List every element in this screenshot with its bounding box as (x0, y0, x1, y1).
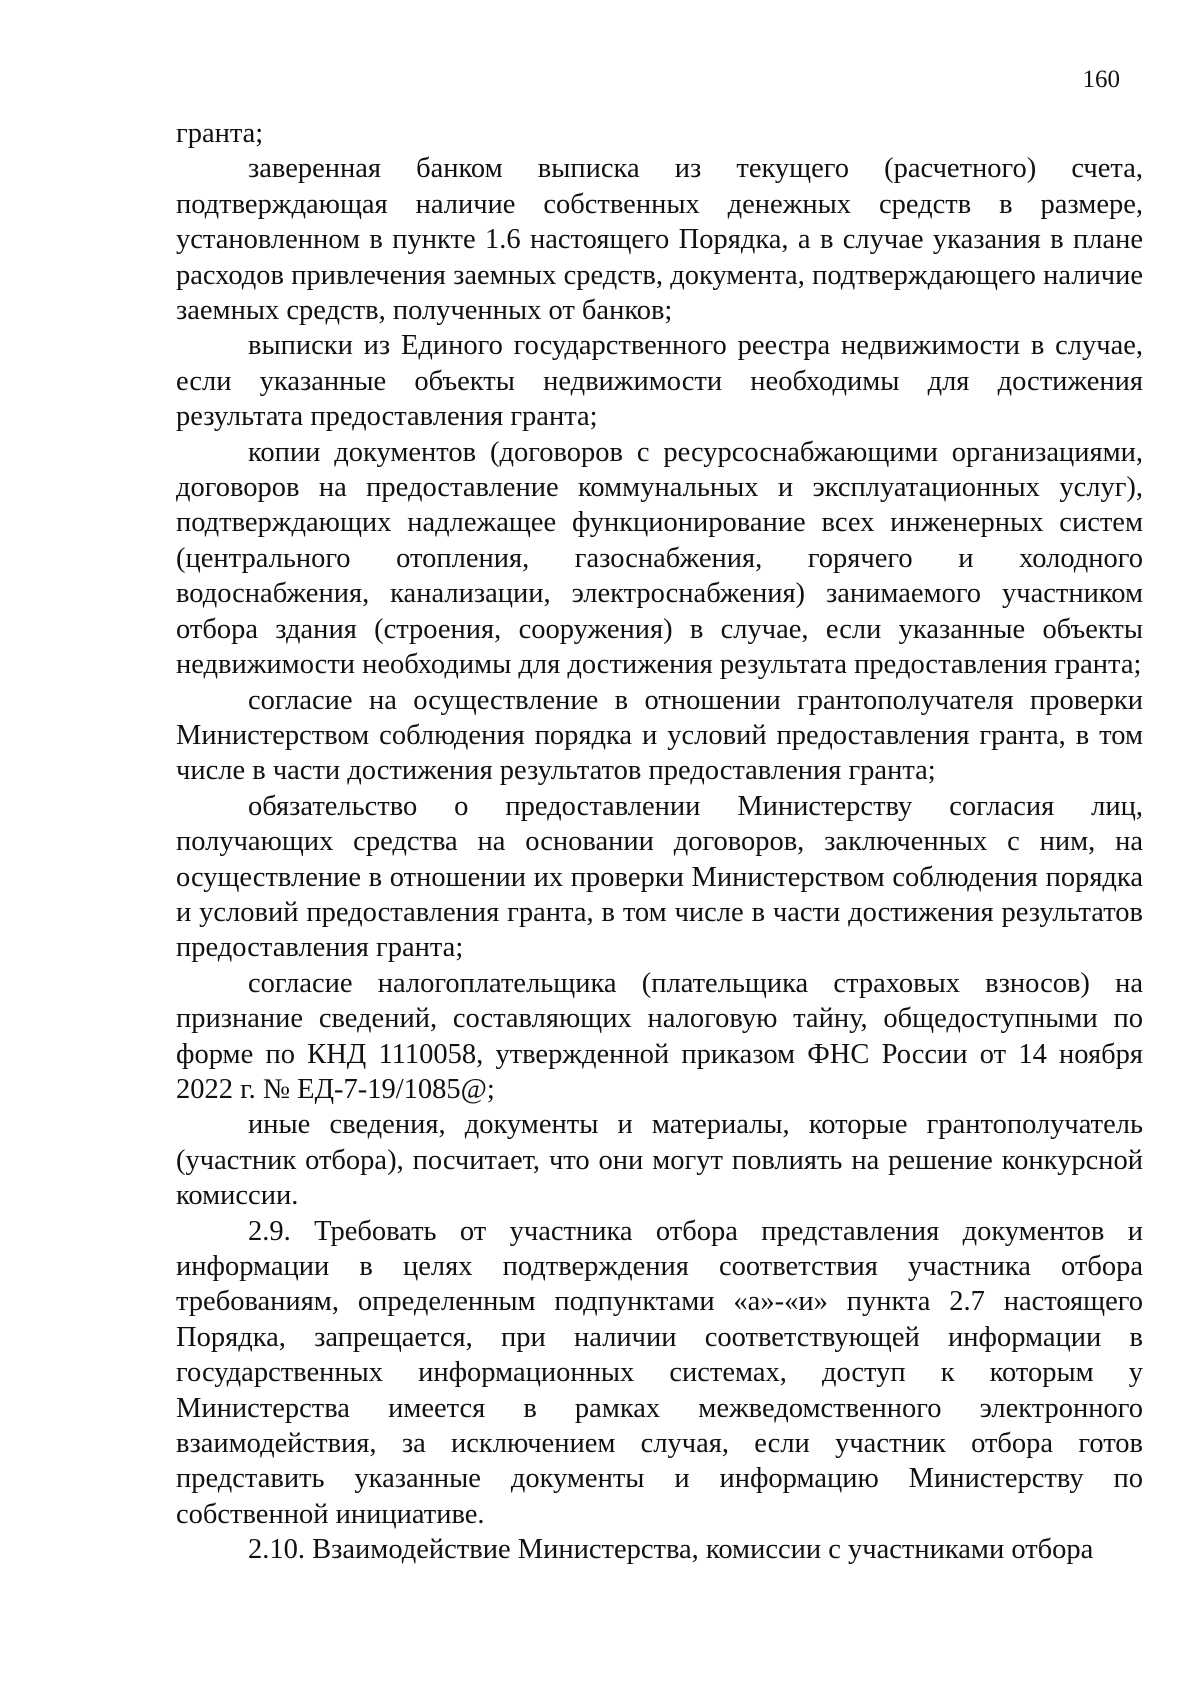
paragraph-bank-statement: заверенная банком выписка из текущего (расчетного) счета, подтверждающая наличие собственных денежных средств в размере, установленном в пункте 1.6 настоящего Порядка, а в случае указания в плане расходов привлечения заемных средств, документа, подтверждающего наличие заемных средств, полученных от банков; (176, 153, 1143, 327)
paragraph-taxpayer-consent: согласие налогоплательщика (плательщика страховых взносов) на признание сведений, составляющих налоговую тайну, общедоступными по форме по КНД 1110058, утвержденной приказом ФНС России от 14 ноября 2022 г. № ЕД-7-19/1085@; (176, 967, 1143, 1105)
document-body (176, 116, 1143, 1568)
paragraph-consent-obligation: обязательство о предоставлении Министерству согласия лиц, получающих средства на основании договоров, заключенных с ним, на осуществление в отношении их проверки Министерством соблюдения порядка и условий предоставления гранта, в том числе в части достижения результатов предоставления гранта; (176, 790, 1143, 964)
paragraph-section-2-10: 2.10. Взаимодействие Министерства, комиссии с участниками отбора (248, 1534, 1094, 1566)
paragraph-inspection-consent: согласие на осуществление в отношении грантополучателя проверки Министерством соблюдения порядка и условий предоставления гранта, в том числе в части достижения результатов предоставления гранта; (176, 684, 1143, 787)
paragraph-document-copies: копии документов (договоров с ресурсоснабжающими организациями, договоров на предоставление коммунальных и эксплуатационных услуг), подтверждающих надлежащее функционирование всех инженерных систем (центрального отопления, газоснабжения, горячего и холодного водоснабжения, канализации, электроснабжения) занимаемого участником отбора здания (строения, сооружения) в случае, если указанные объекты недвижимости необходимы для достижения результата предоставления гранта; (176, 436, 1143, 681)
page-number: 160 (1082, 66, 1120, 93)
paragraph-grant-continuation: гранта; (176, 118, 264, 149)
paragraph-section-2-9: 2.9. Требовать от участника отбора представления документов и информации в целях подтверждения соответствия участника отбора требованиям, определенным подпунктами «а»-«и» пункта 2.7 настоящего Порядка, запрещается, при наличии соответствующей информации в государственных информационных системах, доступ к которым у Министерства имеется в рамках межведомственного электронного взаимодействия, за исключением случая, если участник отбора готов представить указанные документы и информацию Министерству по собственной инициативе. (176, 1215, 1143, 1530)
paragraph-other-information: иные сведения, документы и материалы, которые грантополучатель (участник отбора), посчитает, что они могут повлиять на решение конкурсной комиссии. (176, 1109, 1143, 1212)
paragraph-real-estate-registry: выписки из Единого государственного реестра недвижимости в случае, если указанные объекты недвижимости необходимы для достижения результата предоставления гранта; (176, 330, 1143, 433)
